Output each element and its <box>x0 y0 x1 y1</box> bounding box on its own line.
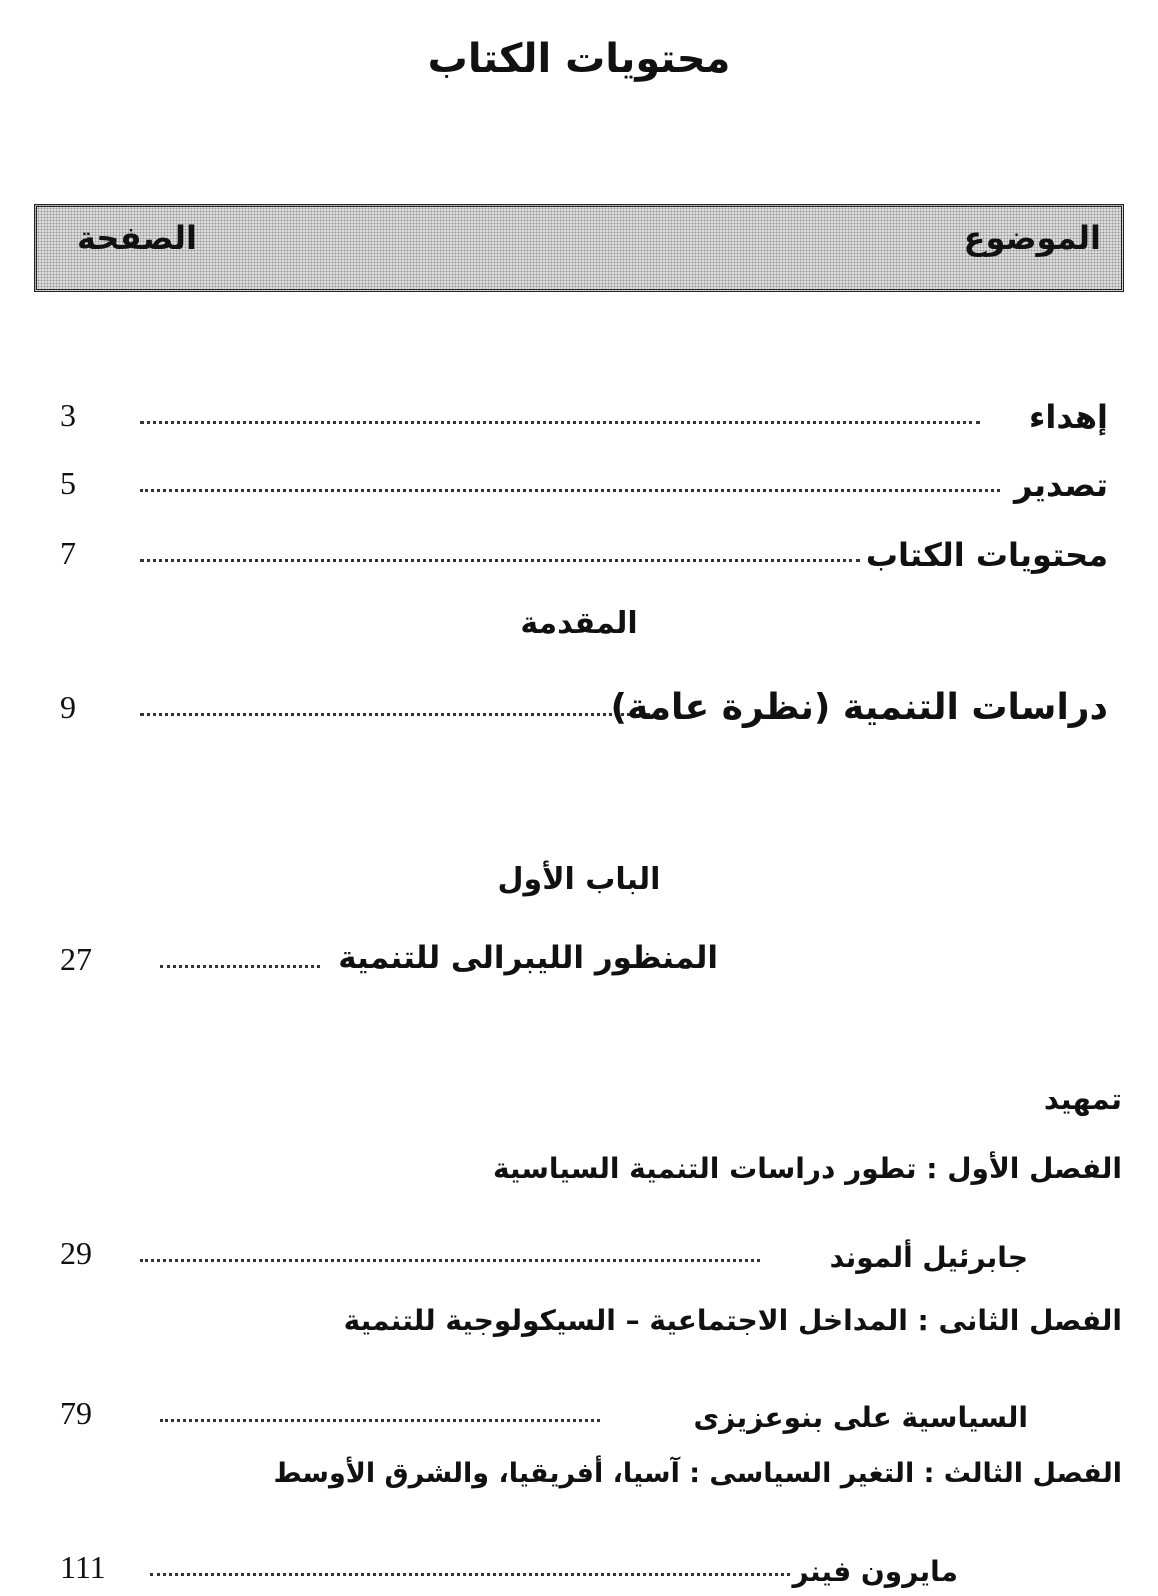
dot-leader <box>140 713 650 716</box>
table-header <box>34 204 1124 292</box>
toc-entry <box>0 388 1158 438</box>
dot-leader <box>140 489 1000 492</box>
part-heading: الباب الأول <box>497 862 661 897</box>
toc-entry <box>0 526 1158 576</box>
part-title: المنظور الليبرالى للتنمية <box>338 940 718 976</box>
page-number: 29 <box>60 1235 92 1271</box>
entry-title: محتويات الكتاب <box>865 536 1108 574</box>
page-number: 9 <box>60 689 76 725</box>
page-number: 5 <box>60 465 76 501</box>
preface-label: تمهيد <box>1043 1082 1122 1116</box>
chapter-author: السياسية على بنوعزيزى <box>693 1401 1028 1434</box>
toc-entry <box>0 1540 1158 1590</box>
chapter-author: مايرون فينر <box>792 1555 958 1588</box>
dot-leader <box>150 1573 790 1576</box>
chapter-title: الفصل الأول : تطور دراسات التنمية السياسية <box>492 1152 1122 1185</box>
intro-heading: المقدمة <box>520 606 638 641</box>
page-number: 111 <box>60 1549 106 1585</box>
toc-entry <box>0 680 1158 730</box>
chapter-title: الفصل الثانى : المداخل الاجتماعية – السيكولوجية للتنمية <box>343 1304 1122 1337</box>
dot-leader <box>140 421 980 424</box>
dot-leader <box>140 1259 760 1262</box>
entry-title: تصدير <box>1014 466 1108 504</box>
page-title: محتويات الكتاب <box>427 36 731 82</box>
toc-entry <box>0 456 1158 506</box>
toc-entry <box>0 1226 1158 1276</box>
chapter-author: جابرئيل ألموند <box>829 1241 1028 1274</box>
header-page: الصفحة <box>77 219 198 257</box>
dot-leader <box>160 1419 600 1422</box>
page-number: 79 <box>60 1395 92 1431</box>
dot-leader <box>140 559 860 562</box>
entry-title: إهداء <box>1029 398 1108 436</box>
dot-leader <box>160 965 320 968</box>
page-number: 7 <box>60 535 76 571</box>
toc-entry <box>0 932 1158 982</box>
entry-title: دراسات التنمية (نظرة عامة) <box>610 687 1108 728</box>
header-topic: الموضوع <box>963 219 1101 257</box>
chapter-title: الفصل الثالث : التغير السياسى : آسيا، أفريقيا، والشرق الأوسط <box>273 1458 1122 1489</box>
page-number: 27 <box>60 941 92 977</box>
toc-entry <box>0 1386 1158 1436</box>
page-number: 3 <box>60 397 76 433</box>
